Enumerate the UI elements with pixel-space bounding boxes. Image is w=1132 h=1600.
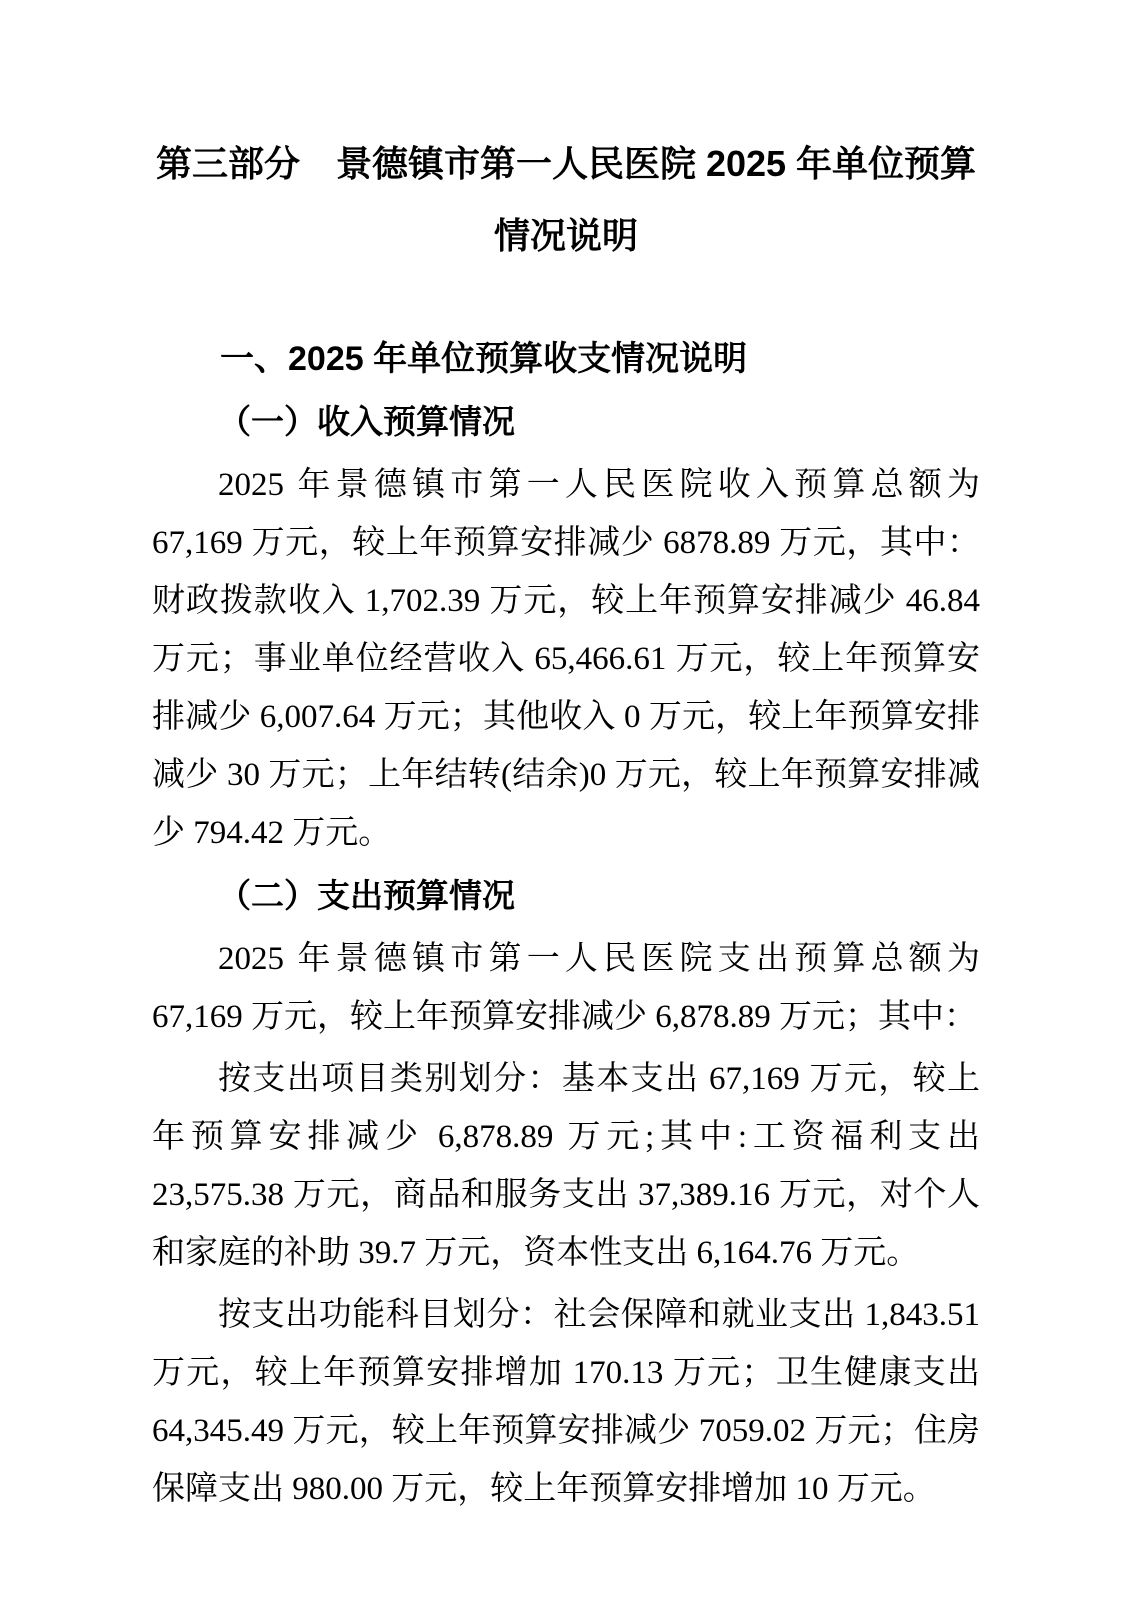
section-heading-budget-overview: 一、2025 年单位预算收支情况说明 [220,340,748,378]
document-title: 第三部分 景德镇市第一人民医院 2025 年单位预算情况说明 [155,143,977,256]
paragraph-expenditure-by-category: 按支出项目类别划分：基本支出 67,169 万元，较上年预算安排减少 6,878.89 万元;其中:工资福利支出 23,575.38 万元，商品和服务支出 37,389.16 万元，对个人和家庭的补助 39.7 万元，资本性支出 6,164.76 万元。 [152,1061,980,1271]
paragraph-income-budget: 2025 年景德镇市第一人民医院收入预算总额为 67,169 万元，较上年预算安排减少 6878.89 万元，其中：财政拨款收入 1,702.39 万元，较上年预算安排减少 46.84 万元；事业单位经营收入 65,466.61 万元，较上年预算安排减少 6,007.64 万元；其他收入 0 万元，较上年预算安排减少 30 万元；上年结转(结余)0 万元，较上年预算安排减少 794.42 万元。 [152,467,980,851]
subsection-heading-income: （一）收入预算情况 [218,405,515,441]
paragraph-expenditure-by-function: 按支出功能科目划分：社会保障和就业支出 1,843.51 万元，较上年预算安排增加 170.13 万元；卫生健康支出 64,345.49 万元，较上年预算安排减少 7059.02 万元；住房保障支出 980.00 万元，较上年预算安排增加 10 万元。 [152,1297,981,1507]
subsection-heading-expenditure: （二）支出预算情况 [218,879,515,915]
paragraph-expenditure-total: 2025 年景德镇市第一人民医院支出预算总额为 67,169 万元，较上年预算安排减少 6,878.89 万元；其中： [152,941,980,1035]
